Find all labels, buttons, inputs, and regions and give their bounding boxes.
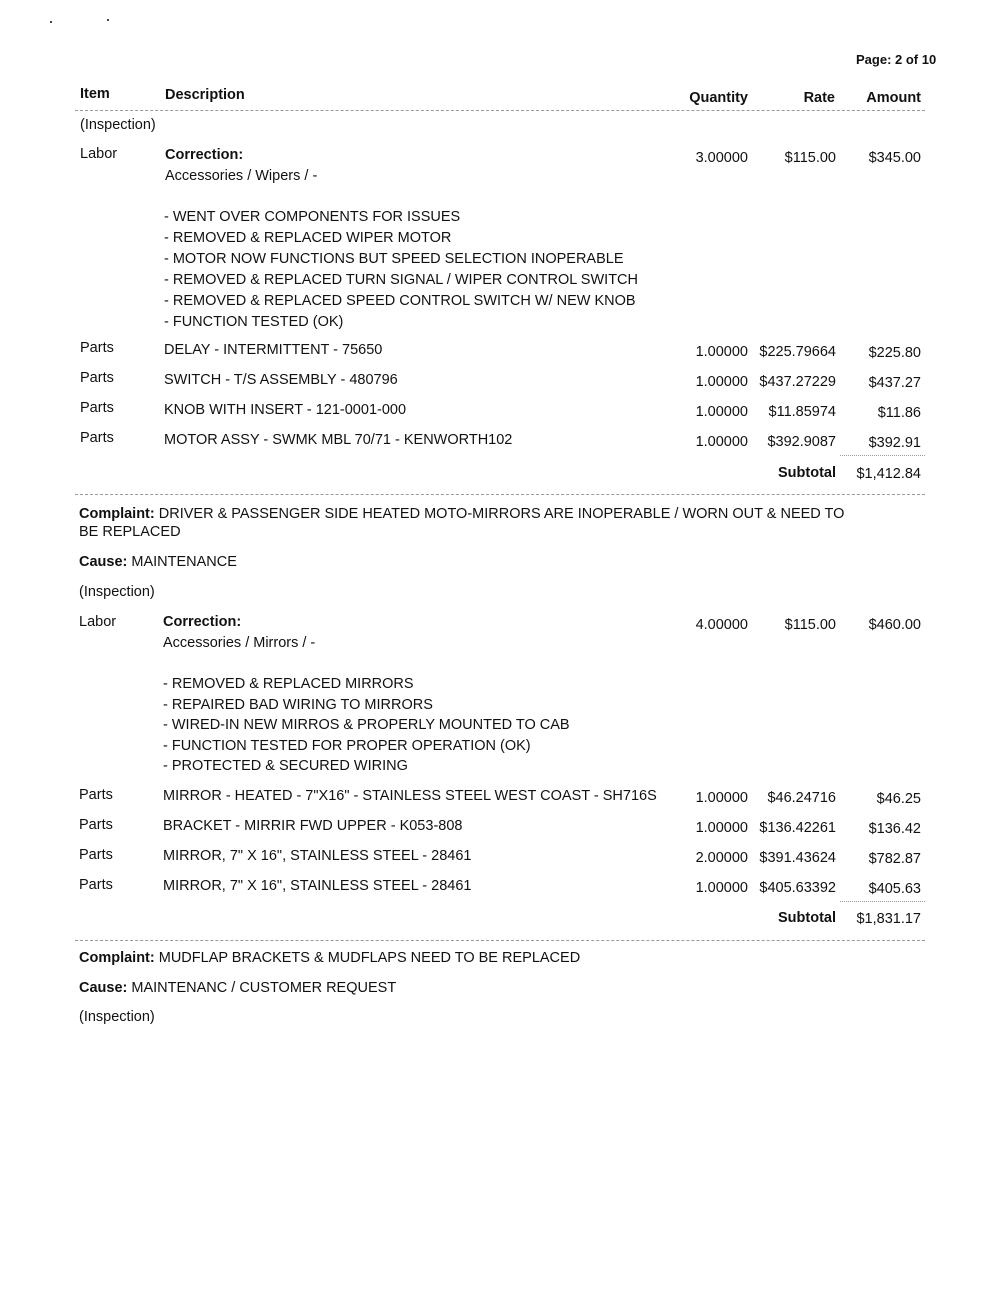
- part-amount: $405.63: [868, 881, 921, 897]
- header-item: Item: [80, 86, 110, 102]
- cause-label: Cause:: [79, 554, 128, 570]
- complaint-label: Complaint:: [79, 950, 155, 966]
- note-line: - REMOVED & REPLACED MIRRORS: [163, 676, 414, 692]
- complaint-label: Complaint:: [79, 506, 155, 522]
- correction-category: Accessories / Mirrors / -: [163, 635, 316, 651]
- correction-notes: [164, 207, 638, 333]
- part-quantity: 1.00000: [695, 434, 748, 450]
- part-amount: $782.87: [868, 851, 921, 867]
- correction-category: Accessories / Wipers / -: [165, 168, 318, 184]
- part-rate: $405.63392: [759, 880, 836, 896]
- correction-title: Correction:: [163, 614, 242, 630]
- part-rate: $136.42261: [759, 820, 836, 836]
- part-quantity: 1.00000: [695, 820, 748, 836]
- labor-amount: $460.00: [868, 617, 921, 633]
- part-item: Parts: [79, 847, 113, 863]
- part-quantity: 1.00000: [695, 880, 748, 896]
- labor-quantity: 3.00000: [695, 150, 748, 166]
- labor-rate: $115.00: [784, 150, 836, 166]
- note-line: - MOTOR NOW FUNCTIONS BUT SPEED SELECTION INOPERABLE: [164, 251, 624, 267]
- part-amount: $11.86: [877, 405, 921, 421]
- part-item: Parts: [80, 370, 114, 386]
- labor-item: Labor: [79, 614, 117, 630]
- scan-speck: [50, 21, 52, 23]
- note-line: - REMOVED & REPLACED WIPER MOTOR: [164, 230, 452, 246]
- subtotal-label: Subtotal: [778, 465, 836, 481]
- labor-quantity: 4.00000: [695, 617, 748, 633]
- cause-label: Cause:: [79, 980, 128, 996]
- page-number: Page: 2 of 10: [856, 52, 937, 67]
- part-description: SWITCH - T/S ASSEMBLY - 480796: [164, 372, 398, 388]
- cause: [79, 980, 396, 996]
- cause-text: MAINTENANC / CUSTOMER REQUEST: [131, 980, 397, 996]
- part-rate: $391.43624: [759, 850, 836, 866]
- part-quantity: 1.00000: [695, 344, 748, 360]
- complaint-text: DRIVER & PASSENGER SIDE HEATED MOTO-MIRRORS ARE INOPERABLE / WORN OUT & NEED TO: [158, 506, 845, 522]
- section-divider: [75, 494, 925, 495]
- part-rate: $11.85974: [768, 404, 836, 420]
- part-amount: $392.91: [868, 435, 921, 451]
- part-quantity: 1.00000: [695, 404, 748, 420]
- note-line: - REMOVED & REPLACED SPEED CONTROL SWITCH W/ NEW KNOB: [164, 293, 636, 309]
- complaint: [79, 950, 580, 966]
- part-rate: $46.24716: [767, 790, 836, 806]
- correction-notes: [163, 674, 570, 777]
- part-quantity: 2.00000: [695, 850, 748, 866]
- part-description: DELAY - INTERMITTENT - 75650: [164, 342, 383, 358]
- subtotal-label: Subtotal: [778, 910, 836, 926]
- note-line: - PROTECTED & SECURED WIRING: [163, 758, 408, 774]
- part-rate: $437.27229: [759, 374, 836, 390]
- header-quantity: Quantity: [689, 90, 748, 106]
- part-quantity: 1.00000: [695, 374, 748, 390]
- note-line: - REPAIRED BAD WIRING TO MIRRORS: [163, 696, 433, 713]
- part-rate: $392.9087: [767, 434, 836, 450]
- part-description: BRACKET - MIRRIR FWD UPPER - K053-808: [163, 818, 463, 834]
- part-quantity: 1.00000: [695, 790, 748, 806]
- part-item: Parts: [80, 400, 114, 416]
- correction-title: Correction:: [165, 147, 244, 163]
- part-item: Parts: [79, 817, 113, 833]
- complaint-text-continued: BE REPLACED: [79, 524, 181, 540]
- part-description: KNOB WITH INSERT - 121-0001-000: [164, 402, 407, 418]
- labor-amount: $345.00: [868, 150, 921, 166]
- part-description: MIRROR, 7" X 16", STAINLESS STEEL - 28461: [163, 878, 472, 894]
- header-divider: [75, 110, 925, 111]
- inspection-label: (Inspection): [79, 1009, 155, 1025]
- note-line: - WIRED-IN NEW MIRROS & PROPERLY MOUNTED TO CAB: [163, 717, 570, 733]
- amount-rule: [840, 901, 925, 902]
- part-amount: $437.27: [868, 375, 921, 391]
- labor-item: Labor: [80, 146, 118, 162]
- part-rate: $225.79664: [759, 344, 836, 360]
- part-description: MOTOR ASSY - SWMK MBL 70/71 - KENWORTH102: [164, 432, 513, 448]
- part-item: Parts: [79, 877, 113, 893]
- part-amount: $46.25: [876, 791, 921, 807]
- complaint: [79, 506, 844, 522]
- note-line: - REMOVED & REPLACED TURN SIGNAL / WIPER CONTROL SWITCH: [164, 272, 638, 288]
- note-line: - FUNCTION TESTED (OK): [164, 314, 344, 330]
- part-item: Parts: [79, 787, 113, 803]
- complaint-text: MUDFLAP BRACKETS & MUDFLAPS NEED TO BE REPLACED: [158, 950, 581, 966]
- part-item: Parts: [80, 430, 114, 446]
- part-description: MIRROR, 7" X 16", STAINLESS STEEL - 28461: [163, 848, 472, 864]
- cause-text: MAINTENANCE: [131, 554, 237, 570]
- part-item: Parts: [80, 340, 114, 356]
- header-amount: Amount: [866, 90, 921, 106]
- section-divider: [75, 940, 925, 941]
- part-amount: $136.42: [868, 821, 921, 837]
- note-line: - WENT OVER COMPONENTS FOR ISSUES: [164, 209, 461, 225]
- header-rate: Rate: [803, 90, 835, 106]
- subtotal-amount: $1,831.17: [856, 911, 921, 927]
- part-description: MIRROR - HEATED - 7"X16" - STAINLESS STEEL WEST COAST - SH716S: [163, 788, 657, 804]
- scan-speck: [107, 19, 109, 21]
- labor-rate: $115.00: [784, 617, 836, 633]
- subtotal-amount: $1,412.84: [856, 466, 921, 482]
- header-description: Description: [165, 87, 245, 103]
- inspection-label: (Inspection): [80, 117, 156, 133]
- amount-rule: [840, 455, 925, 456]
- part-amount: $225.80: [868, 345, 921, 361]
- inspection-label: (Inspection): [79, 584, 155, 600]
- cause: [79, 554, 237, 570]
- note-line: - FUNCTION TESTED FOR PROPER OPERATION (OK): [163, 737, 531, 754]
